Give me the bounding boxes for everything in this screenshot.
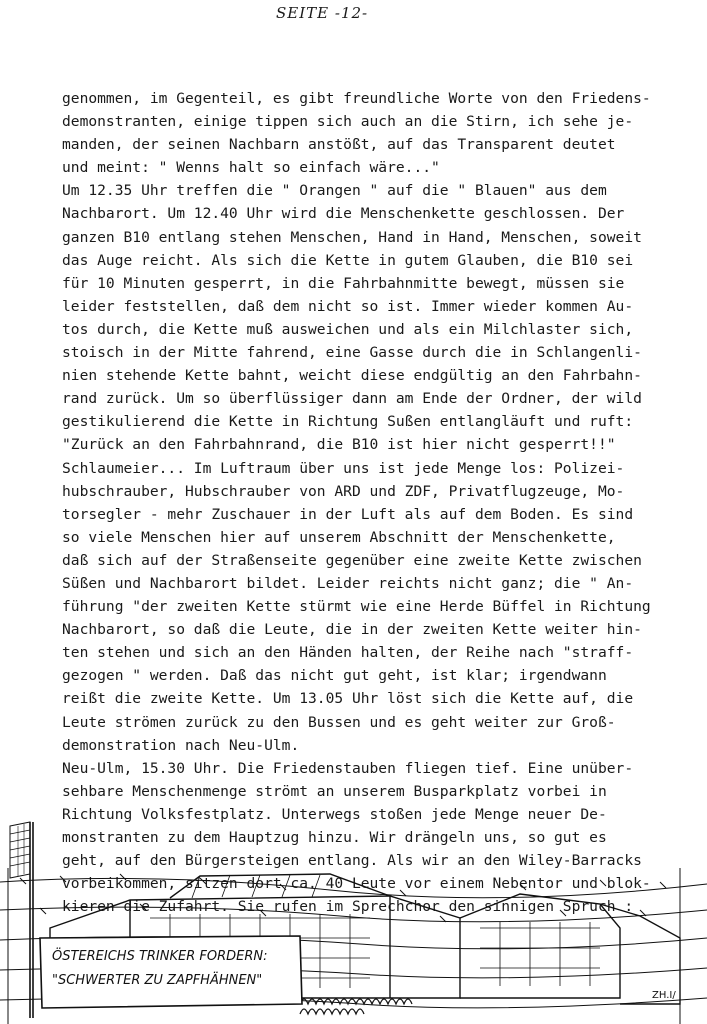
banner-line-1: ÖSTEREICHS TRINKER FORDERN: xyxy=(52,949,268,964)
text-line: Schlaumeier... Im Luftraum über uns ist jede Menge los: Polizei- xyxy=(62,459,625,477)
text-line: stoisch in der Mitte fahrend, eine Gasse durch die in Schlangenli- xyxy=(62,344,642,362)
text-line: daß sich auf der Straßenseite gegenüber eine zweite Kette zwischen xyxy=(62,551,642,569)
text-line: Richtung Volksfestplatz. Unterwegs stoßen jede Menge neuer De- xyxy=(62,805,607,823)
text-line: ten stehen und sich an den Händen halten, der Reihe nach "straff- xyxy=(62,644,634,662)
text-line: nien stehende Kette bahnt, weicht diese endgültig an den Fahrbahn- xyxy=(62,367,642,385)
text-line: führung "der zweiten Kette stürmt wie eine Herde Büffel in Richtung xyxy=(62,598,651,616)
text-line: manden, der seinen Nachbarn anstößt, auf das Transparent deutet xyxy=(62,136,616,154)
text-line: Süßen und Nachbarort bildet. Leider reichts nicht ganz; die " An- xyxy=(62,574,634,592)
text-line: genommen, im Gegenteil, es gibt freundliche Worte von den Friedens- xyxy=(62,90,651,107)
text-line: demonstration nach Neu-Ulm. xyxy=(62,736,300,754)
page-header: SEITE -12- xyxy=(276,4,369,22)
text-line: torsegler - mehr Zuschauer in der Luft als auf dem Boden. Es sind xyxy=(62,505,634,523)
text-line: vorbeikommen, sitzen dort ca. 40 Leute vor einem Nebentor und blok- xyxy=(62,875,651,893)
text-line: kieren die Zufahrt. Sie rufen im Sprechchor den sinnigen Spruch : xyxy=(62,898,634,916)
flag-icon xyxy=(10,822,33,1018)
text-line: gezogen " werden. Daß das nicht gut geht, ist klar; irgendwann xyxy=(62,667,607,685)
barracks-illustration xyxy=(0,818,707,1024)
body-text xyxy=(62,87,662,918)
text-line: sehbare Menschenmenge strömt an unserem Busparkplatz vorbei in xyxy=(62,782,607,800)
text-line: ganzen B10 entlang stehen Menschen, Hand in Hand, Menschen, soweit xyxy=(62,228,642,246)
text-line: das Auge reicht. Als sich die Kette in gutem Glauben, die B10 sei xyxy=(62,251,634,269)
artist-mark: ZH.I/ xyxy=(652,990,676,1001)
banner-line-2: "SCHWERTER ZU ZAPFHÄHNEN" xyxy=(52,973,263,988)
text-line: reißt die zweite Kette. Um 13.05 Uhr löst sich die Kette auf, die xyxy=(62,690,634,708)
text-line: "Zurück an den Fahrbahnrand, die B10 ist hier nicht gesperrt!!" xyxy=(62,436,616,454)
text-line: rand zurück. Um so überflüssiger dann am Ende der Ordner, der wild xyxy=(62,390,642,408)
text-line: so viele Menschen hier auf unserem Abschnitt der Menschenkette, xyxy=(62,528,616,546)
text-line: für 10 Minuten gesperrt, in die Fahrbahnmitte bewegt, müssen sie xyxy=(62,274,625,292)
text-line: hubschrauber, Hubschrauber von ARD und ZDF, Privatflugzeuge, Mo- xyxy=(62,482,625,500)
text-line: Nachbarort. Um 12.40 Uhr wird die Menschenkette geschlossen. Der xyxy=(62,205,625,223)
text-line: tos durch, die Kette muß ausweichen und als ein Milchlaster sich, xyxy=(62,320,634,338)
text-line: und meint: " Wenns halt so einfach wäre..." xyxy=(62,159,440,177)
text-line: gestikulierend die Kette in Richtung Sußen entlangläuft und ruft: xyxy=(62,413,634,431)
text-line: Nachbarort, so daß die Leute, die in der zweiten Kette weiter hin- xyxy=(62,621,642,639)
text-line: Um 12.35 Uhr treffen die " Orangen " auf die " Blauen" aus dem xyxy=(62,182,607,200)
text-line: geht, auf den Bürgersteigen entlang. Als wir an den Wiley-Barracks xyxy=(62,852,642,870)
protest-banner xyxy=(40,936,302,1008)
text-line: Leute strömen zurück zu den Bussen und es geht weiter zur Groß- xyxy=(62,713,616,731)
text-line: Neu-Ulm, 15.30 Uhr. Die Friedenstauben fliegen tief. Eine unüber- xyxy=(62,759,634,777)
text-line: demonstranten, einige tippen sich auch an die Stirn, ich sehe je- xyxy=(62,113,634,131)
text-line: monstranten zu dem Hauptzug hinzu. Wir drängeln uns, so gut es xyxy=(62,829,607,846)
text-line: leider feststellen, daß dem nicht so ist. Immer wieder kommen Au- xyxy=(62,297,634,315)
